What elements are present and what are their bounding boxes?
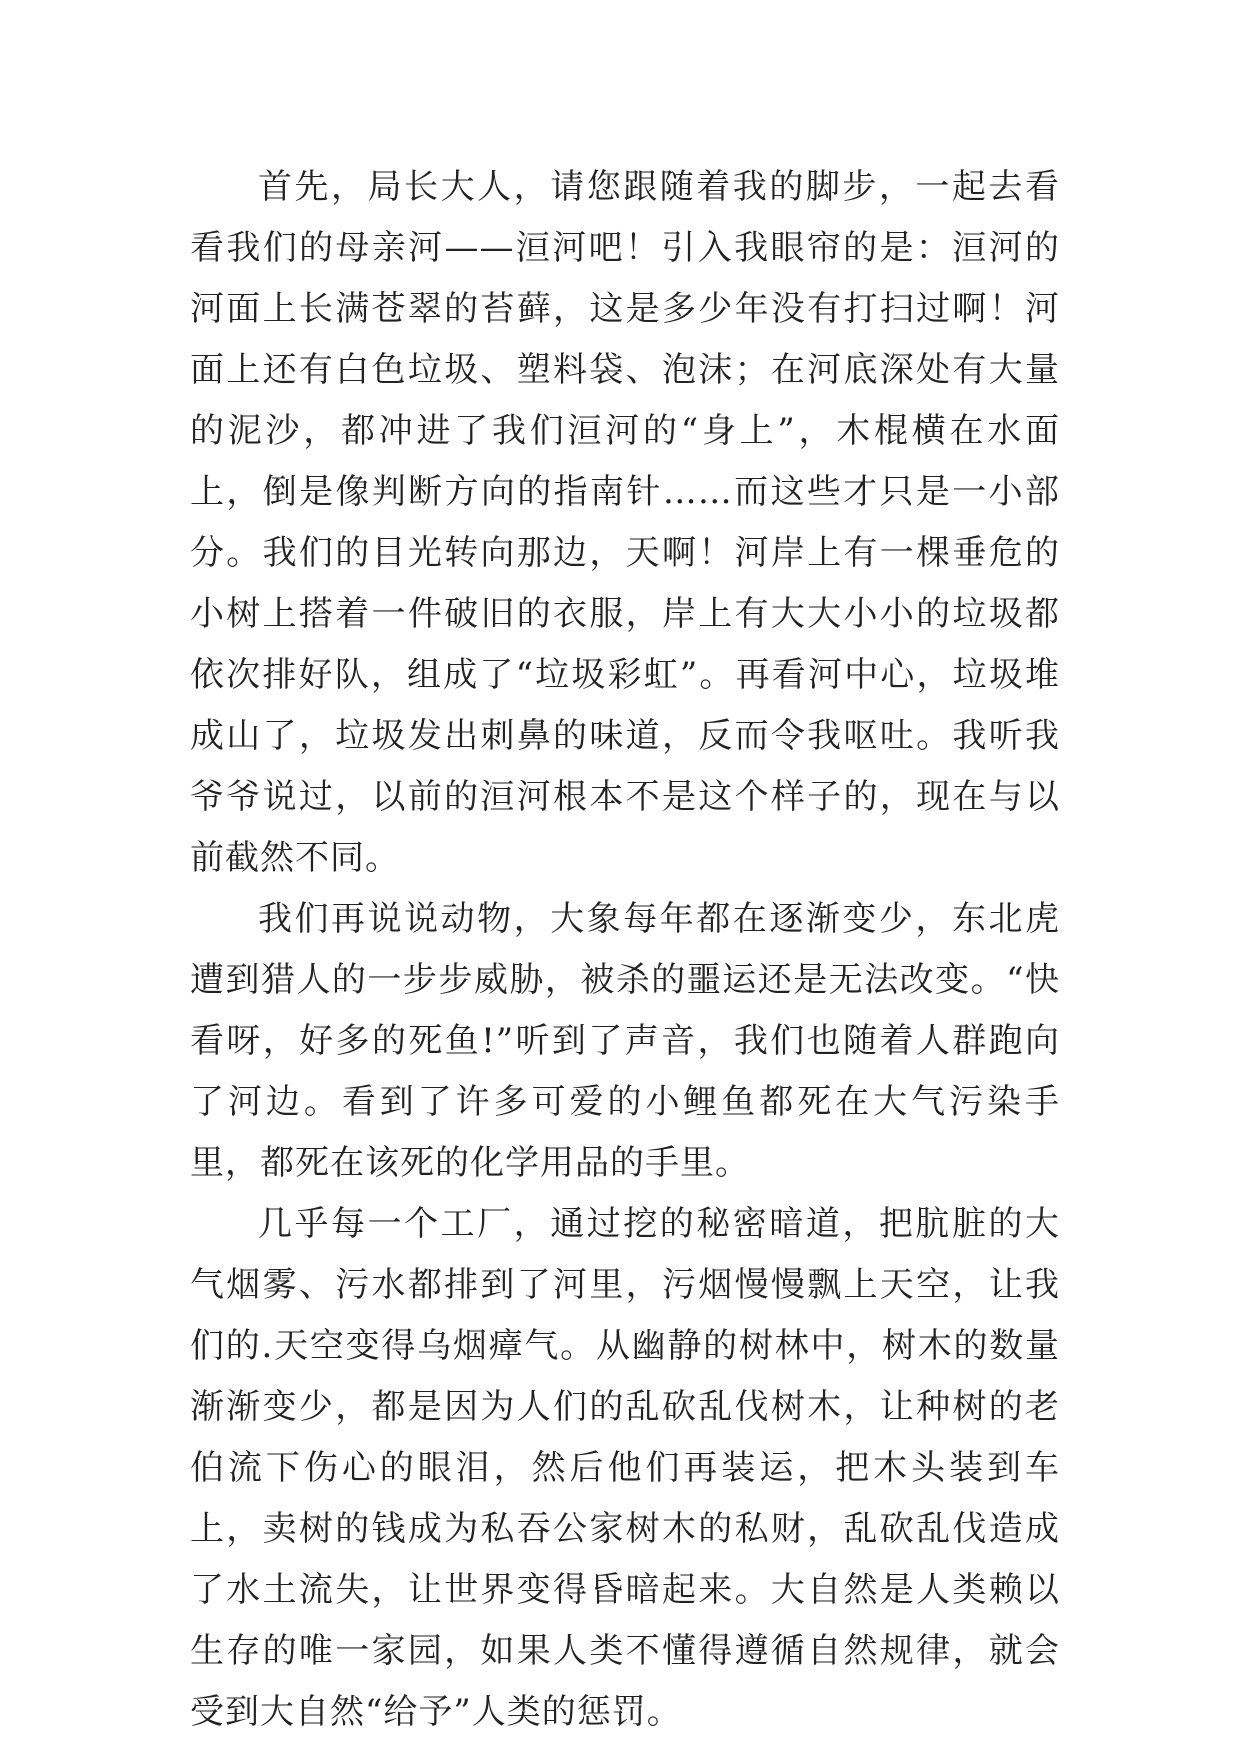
- paragraph-animals: 我们再说说动物，大象每年都在逐渐变少，东北虎遭到猎人的一步步威胁，被杀的噩运还是无法改变。“快看呀，好多的死鱼!”听到了声音，我们也随着人群跑向了河边。看到了许多可爱的小鲤鱼都死在大气污染手里，都死在该死的化学用品的手里。: [190, 899, 1060, 1183]
- body-text: [190, 157, 1060, 1743]
- paragraph-river: 首先，局长大人，请您跟随着我的脚步，一起去看看我们的母亲河——洹河吧！引入我眼帘的是：洹河的河面上长满苍翠的苔藓，这是多少年没有打扫过啊！河面上还有白色垃圾、塑料袋、泡沫；在河底深处有大量的泥沙，都冲进了我们洹河的“身上”，木棍横在水面上，倒是像判断方向的指南针……而这些才只是一小部分。我们的目光转向那边，天啊！河岸上有一棵垂危的小树上搭着一件破旧的衣服，岸上有大大小小的垃圾都依次排好队，组成了“垃圾彩虹”。再看河中心，垃圾堆成山了，垃圾发出刺鼻的味道，反而令我呕吐。我听我爷爷说过，以前的洹河根本不是这个样子的，现在与以前截然不同。: [190, 167, 1060, 878]
- paragraph-factories: 几乎每一个工厂，通过挖的秘密暗道，把肮脏的大气烟雾、污水都排到了河里，污烟慢慢飘上天空，让我们的.天空变得乌烟瘴气。从幽静的树林中，树木的数量渐渐变少，都是因为人们的乱砍乱伐树木，让种树的老伯流下伤心的眼泪，然后他们再装运，把木头装到车上，卖树的钱成为私吞公家树木的私财，乱砍乱伐造成了水土流失，让世界变得昏暗起来。大自然是人类赖以生存的唯一家园，如果人类不懂得遵循自然规律，就会受到大自然“给予”人类的惩罚。: [190, 1204, 1060, 1732]
